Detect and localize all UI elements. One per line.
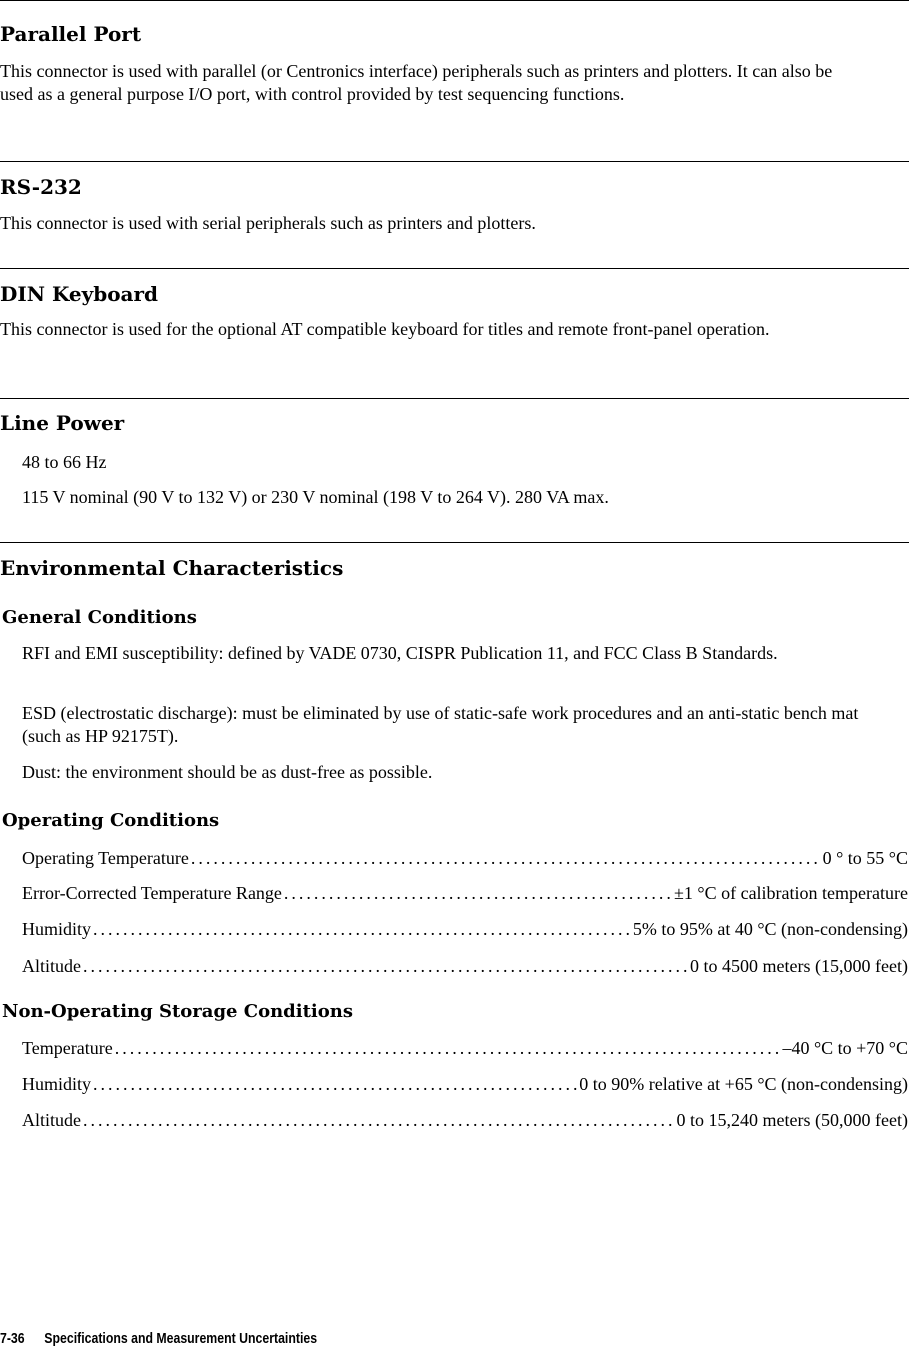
- dot-leader: [83, 954, 688, 978]
- subheading-general-conditions: General Conditions: [2, 607, 197, 628]
- spec-row: [22, 954, 908, 978]
- spec-value: 0 to 15,240 meters (50,000 feet): [676, 1110, 908, 1130]
- spec-label: Error-Corrected Temperature Range: [22, 883, 282, 903]
- section-heading-line-power: Line Power: [0, 411, 125, 435]
- spec-value: 0 to 4500 meters (15,000 feet): [690, 956, 908, 976]
- spec-row: [22, 846, 908, 870]
- general-condition-esd: ESD (electrostatic discharge): must be eliminated by use of static-safe work procedures and an anti-static bench mat (such as HP 92175T).: [22, 703, 859, 746]
- page-number: 7-36: [0, 1330, 25, 1347]
- din-keyboard-description: This connector is used for the optional AT compatible keyboard for titles and remote front-panel operation.: [0, 319, 770, 339]
- spec-label: Humidity: [22, 919, 92, 939]
- subheading-operating-conditions: Operating Conditions: [2, 810, 220, 831]
- spec-value: ±1 °C of calibration temperature: [674, 883, 908, 903]
- dot-leader: [115, 1036, 781, 1060]
- section-heading-din-keyboard: DIN Keyboard: [0, 282, 159, 306]
- spec-row: [22, 1036, 908, 1060]
- line-power-voltage: 115 V nominal (90 V to 132 V) or 230 V nominal (198 V to 264 V). 280 VA max.: [22, 487, 609, 507]
- section-heading-rs232: RS-232: [0, 175, 82, 199]
- divider: [0, 268, 909, 269]
- spec-value: 5% to 95% at 40 °C (non-condensing): [632, 919, 908, 939]
- parallel-port-description: This connector is used with parallel (or Centronics interface) peripherals such as printers and plotters. It can also be used as a general purpose I/O port, with control provided by test sequencing functions.: [0, 61, 833, 104]
- page-footer: [0, 1330, 317, 1347]
- spec-value: 0 to 90% relative at +65 °C (non-condensing): [579, 1074, 908, 1094]
- general-condition-rfi: RFI and EMI susceptibility: defined by VADE 0730, CISPR Publication 11, and FCC Class B Standards.: [22, 643, 778, 663]
- divider: [0, 398, 909, 399]
- chapter-title: Specifications and Measurement Uncertainties: [44, 1330, 318, 1347]
- spec-label: Humidity: [22, 1074, 92, 1094]
- spec-label: Temperature: [22, 1038, 113, 1058]
- dot-leader: [93, 917, 631, 941]
- general-condition-dust: Dust: the environment should be as dust-free as possible.: [22, 762, 433, 782]
- spec-row: [22, 881, 908, 905]
- dot-leader: [284, 881, 672, 905]
- spec-row: [22, 1072, 908, 1096]
- subheading-storage-conditions: Non-Operating Storage Conditions: [2, 1001, 353, 1022]
- spec-label: Altitude: [22, 956, 81, 976]
- spec-label: Altitude: [22, 1110, 81, 1130]
- spec-row: [22, 1108, 908, 1132]
- line-power-frequency: 48 to 66 Hz: [22, 452, 107, 472]
- spec-label: Operating Temperature: [22, 848, 189, 868]
- rs232-description: This connector is used with serial peripherals such as printers and plotters.: [0, 213, 536, 233]
- dot-leader: [83, 1108, 675, 1132]
- spec-row: [22, 917, 908, 941]
- divider: [0, 161, 909, 162]
- spec-value: –40 °C to +70 °C: [782, 1038, 908, 1058]
- divider: [0, 542, 909, 543]
- divider: [0, 0, 909, 1]
- dot-leader: [191, 846, 821, 870]
- section-heading-environmental: Environmental Characteristics: [0, 556, 344, 580]
- dot-leader: [93, 1072, 577, 1096]
- spec-value: 0 ° to 55 °C: [822, 848, 908, 868]
- section-heading-parallel-port: Parallel Port: [0, 22, 142, 46]
